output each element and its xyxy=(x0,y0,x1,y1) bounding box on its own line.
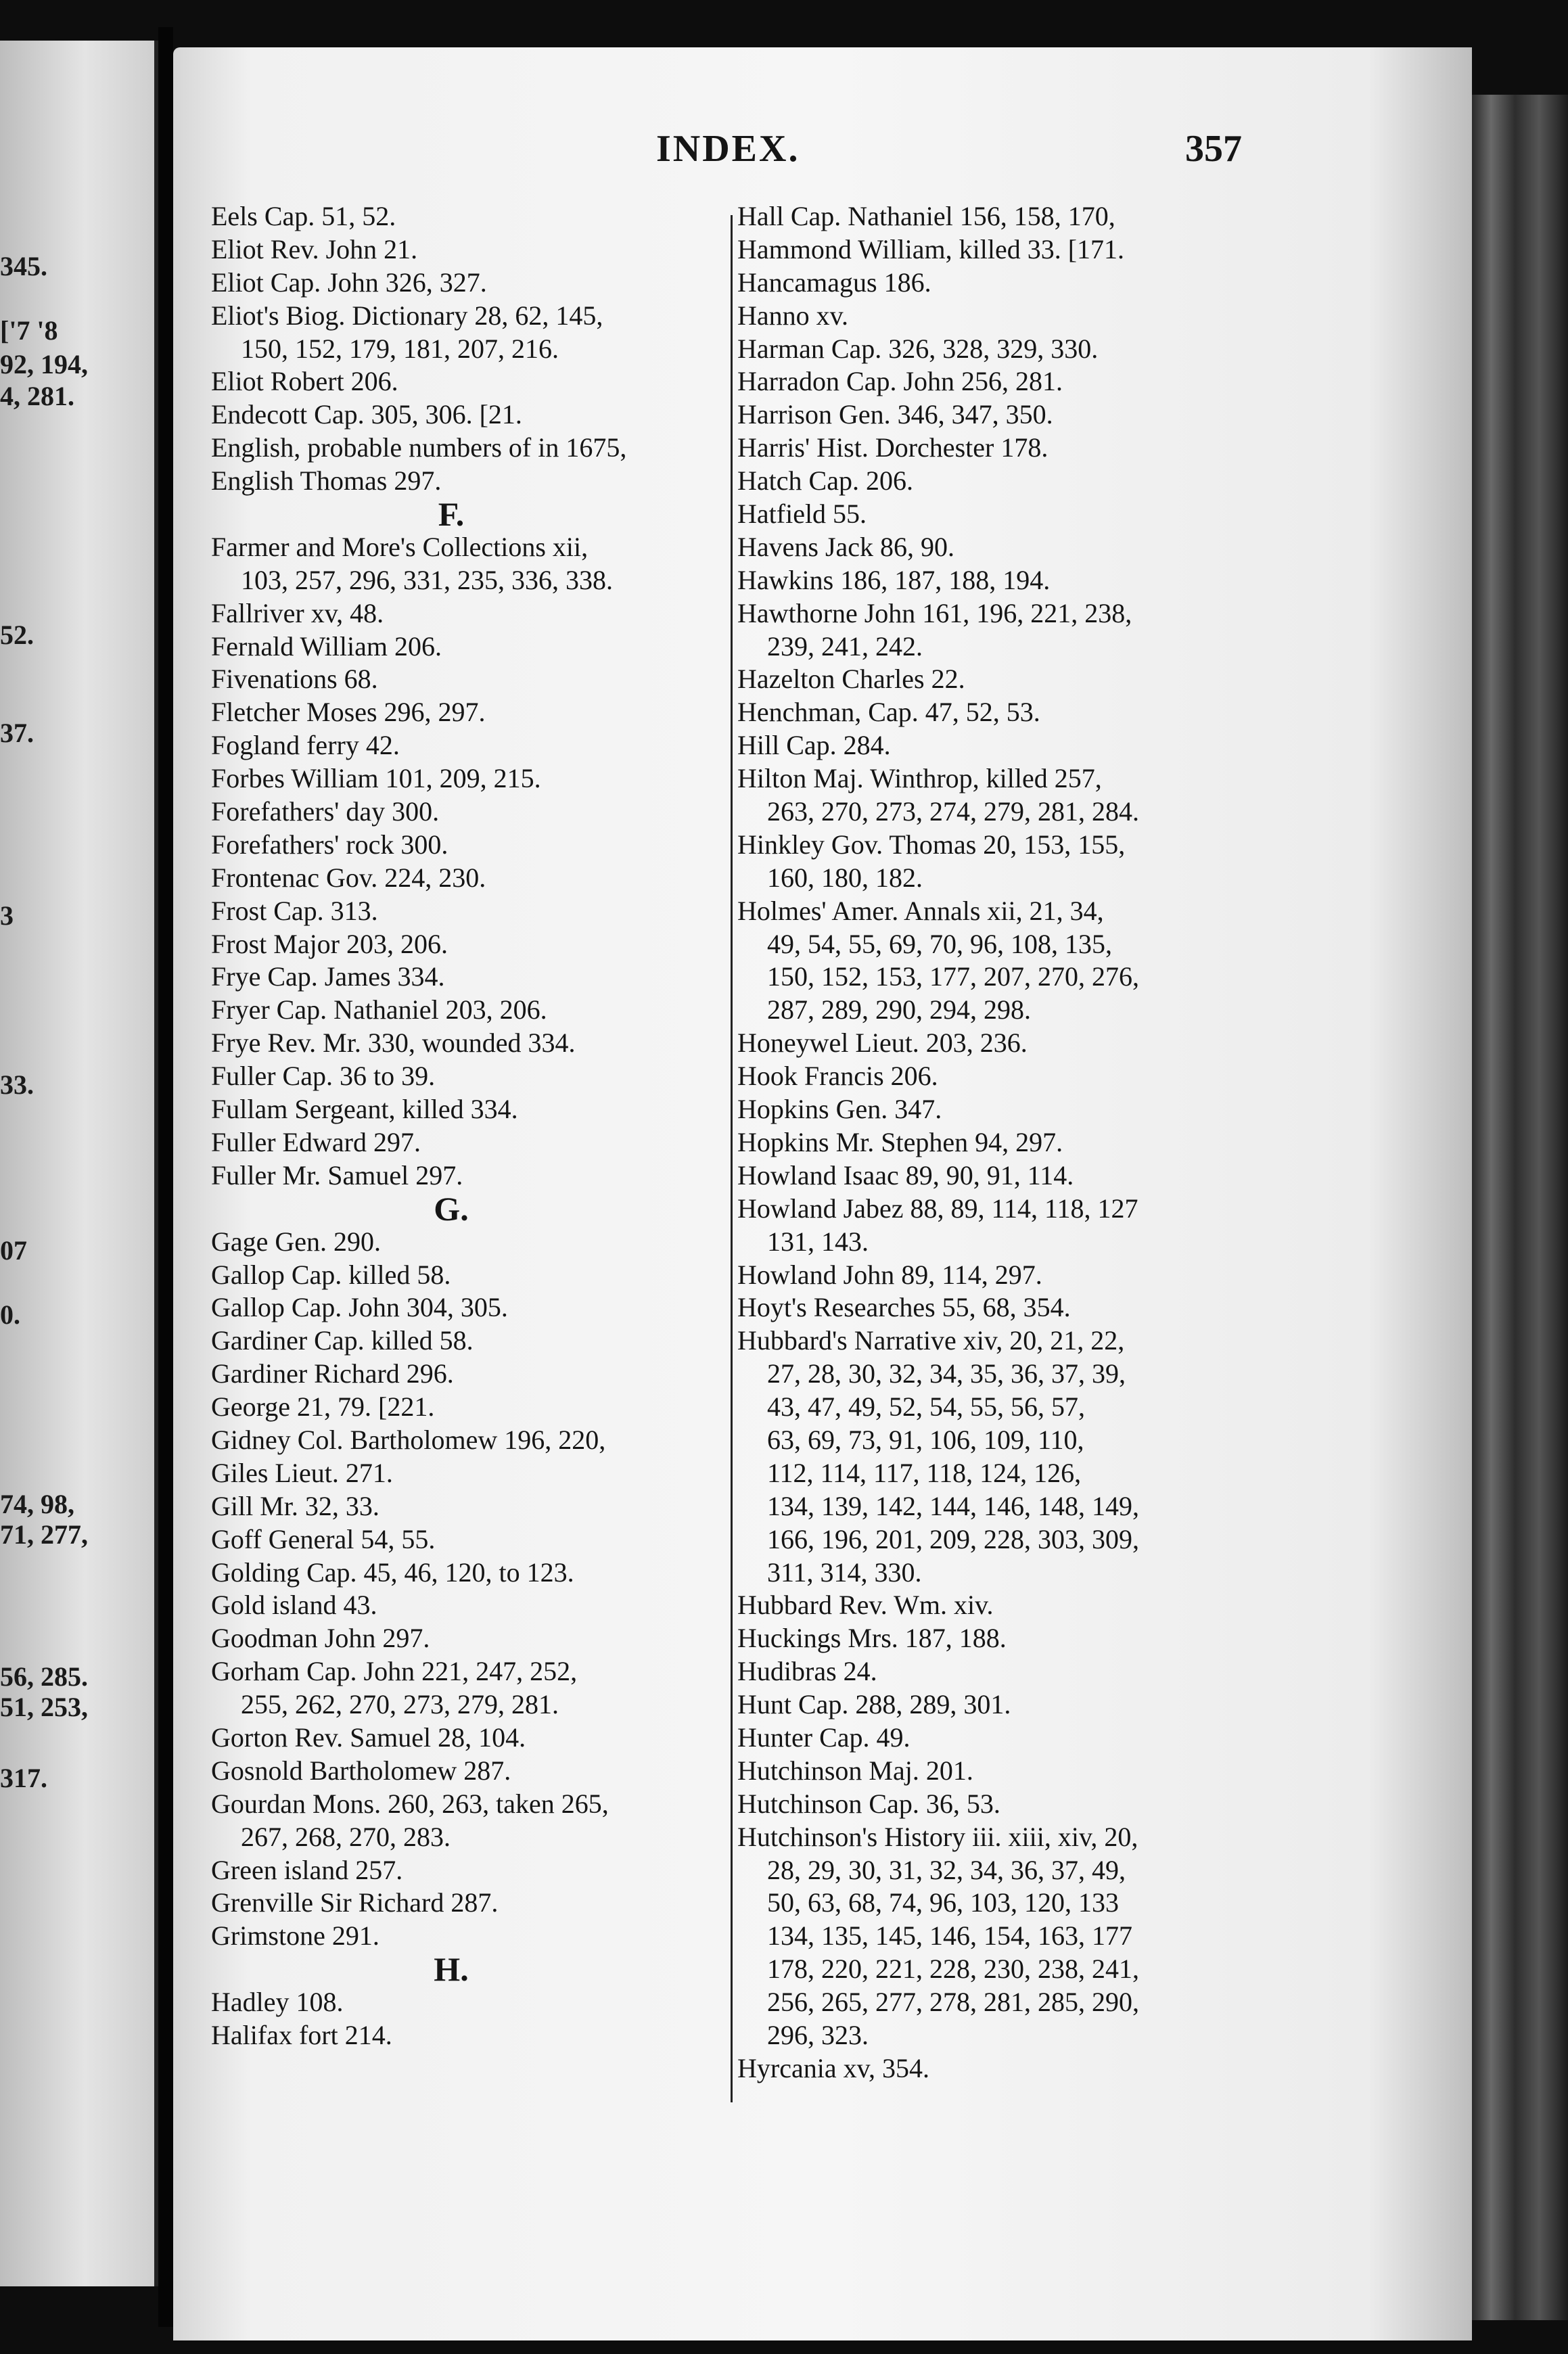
index-entry: English Thomas 297. xyxy=(211,465,442,497)
index-entry: Hadley 108. xyxy=(211,1987,344,2018)
index-entry-continuation: 296, 323. xyxy=(767,2019,869,2050)
left-page-fragment: 74, 98, xyxy=(0,1489,74,1519)
index-entry: Harris' Hist. Dorchester 178. xyxy=(737,432,1048,463)
left-page-fragment: 345. xyxy=(0,251,47,281)
index-entry-continuation: 150, 152, 179, 181, 207, 216. xyxy=(241,333,559,364)
index-entry-continuation: 103, 257, 296, 331, 235, 336, 338. xyxy=(241,564,613,595)
index-entry: Frontenac Gov. 224, 230. xyxy=(211,862,486,893)
left-page-fragment: 3 xyxy=(0,900,14,931)
index-entry: Hutchinson's History iii. xiii, xiv, 20, xyxy=(737,1821,1138,1852)
index-entry: Hook Francis 206. xyxy=(737,1061,938,1092)
index-entry: Forefathers' rock 300. xyxy=(211,829,448,860)
index-entry: Hubbard's Narrative xiv, 20, 21, 22, xyxy=(737,1325,1125,1356)
index-entry-continuation: 178, 220, 221, 228, 230, 238, 241, xyxy=(767,1954,1139,1985)
index-entry: Farmer and More's Collections xii, xyxy=(211,531,589,562)
index-entry: Hunt Cap. 288, 289, 301. xyxy=(737,1689,1011,1720)
left-page-fragment: 33. xyxy=(0,1069,34,1100)
index-entry-continuation: 112, 114, 117, 118, 124, 126, xyxy=(767,1457,1082,1488)
index-entry-continuation: 50, 63, 68, 74, 96, 103, 120, 133 xyxy=(767,1887,1119,1918)
index-entry-continuation: 263, 270, 273, 274, 279, 281, 284. xyxy=(767,796,1139,827)
index-entry: Forbes William 101, 209, 215. xyxy=(211,763,541,794)
index-entry-continuation: 239, 241, 242. xyxy=(767,630,923,662)
index-entry: Hall Cap. Nathaniel 156, 158, 170, xyxy=(737,201,1115,231)
index-entry: Gardiner Cap. killed 58. xyxy=(211,1325,474,1356)
index-entry: Eels Cap. 51, 52. xyxy=(211,201,396,231)
index-entry: Goff General 54, 55. xyxy=(211,1523,436,1554)
index-entry: Hatfield 55. xyxy=(737,499,867,530)
index-entry: Howland Isaac 89, 90, 91, 114. xyxy=(737,1159,1074,1191)
index-entry: Eliot Rev. John 21. xyxy=(211,233,418,264)
index-entry: Frye Cap. James 334. xyxy=(211,961,445,992)
index-entry-continuation: 43, 47, 49, 52, 54, 55, 56, 57, xyxy=(767,1391,1085,1423)
index-entry: Gardiner Richard 296. xyxy=(211,1358,454,1389)
left-page-fragment: 56, 285. xyxy=(0,1661,88,1692)
index-entry: Gill Mr. 32, 33. xyxy=(211,1490,379,1521)
index-entry: Grimstone 291. xyxy=(211,1920,379,1952)
index-entry: Hyrcania xv, 354. xyxy=(737,2052,929,2083)
page-number: 357 xyxy=(1185,128,1242,170)
index-entry: Gallop Cap. killed 58. xyxy=(211,1259,451,1290)
index-entry: Fivenations 68. xyxy=(211,664,378,695)
index-entry-continuation: 134, 135, 145, 146, 154, 163, 177 xyxy=(767,1920,1132,1952)
index-entry: Hutchinson Maj. 201. xyxy=(737,1755,973,1786)
index-entry: Howland John 89, 114, 297. xyxy=(737,1259,1042,1290)
index-column-right xyxy=(737,200,1272,2085)
index-entry: Forefathers' day 300. xyxy=(211,796,440,827)
index-entry: Hinkley Gov. Thomas 20, 153, 155, xyxy=(737,829,1126,860)
index-entry: Havens Jack 86, 90. xyxy=(737,531,955,562)
index-entry: Eliot Robert 206. xyxy=(211,366,398,397)
index-entry: Gold island 43. xyxy=(211,1590,377,1621)
column-divider xyxy=(731,215,733,2102)
index-entry: Eliot Cap. John 326, 327. xyxy=(211,267,487,298)
index-entry: Harrison Gen. 346, 347, 350. xyxy=(737,399,1053,430)
index-entry: Hawkins 186, 187, 188, 194. xyxy=(737,564,1051,595)
index-entry-continuation: 160, 180, 182. xyxy=(767,862,923,893)
index-entry: Gosnold Bartholomew 287. xyxy=(211,1755,511,1786)
left-page-fragment: 51, 253, xyxy=(0,1692,88,1722)
index-entry: Frost Major 203, 206. xyxy=(211,928,448,959)
index-entry: Hilton Maj. Winthrop, killed 257, xyxy=(737,763,1102,794)
index-entry: Fuller Cap. 36 to 39. xyxy=(211,1061,436,1092)
left-page-fragment: 0. xyxy=(0,1299,20,1330)
index-entry: Fuller Mr. Samuel 297. xyxy=(211,1159,463,1191)
index-entry: Giles Lieut. 271. xyxy=(211,1457,393,1488)
left-page-edge xyxy=(0,41,158,2286)
index-entry: Fernald William 206. xyxy=(211,630,442,662)
index-entry: Golding Cap. 45, 46, 120, to 123. xyxy=(211,1556,574,1588)
index-entry: Huckings Mrs. 187, 188. xyxy=(737,1623,1007,1654)
index-entry: Gorton Rev. Samuel 28, 104. xyxy=(211,1722,526,1753)
running-head: INDEX. xyxy=(656,128,800,170)
index-entry-continuation: 27, 28, 30, 32, 34, 35, 36, 37, 39, xyxy=(767,1358,1126,1389)
index-entry-continuation: 28, 29, 30, 31, 32, 34, 36, 37, 49, xyxy=(767,1854,1126,1885)
index-entry-continuation: 63, 69, 73, 91, 106, 109, 110, xyxy=(767,1424,1084,1455)
index-entry: Gallop Cap. John 304, 305. xyxy=(211,1292,508,1323)
index-entry: Hawthorne John 161, 196, 221, 238, xyxy=(737,597,1132,628)
index-entry-continuation: 134, 139, 142, 144, 146, 148, 149, xyxy=(767,1490,1139,1521)
left-page-fragment: 92, 194, xyxy=(0,349,88,379)
index-entry: Hammond William, killed 33. [171. xyxy=(737,233,1125,264)
page-edge-shadow xyxy=(1472,95,1568,2320)
index-entry: Honeywel Lieut. 203, 236. xyxy=(737,1028,1028,1059)
index-entry: Frye Rev. Mr. 330, wounded 334. xyxy=(211,1028,576,1059)
index-entry: Gidney Col. Bartholomew 196, 220, xyxy=(211,1424,606,1455)
section-letter-heading: H. xyxy=(434,1950,469,1989)
index-entry: Fletcher Moses 296, 297. xyxy=(211,697,486,728)
index-entry: Eliot's Biog. Dictionary 28, 62, 145, xyxy=(211,300,603,331)
index-entry: English, probable numbers of in 1675, xyxy=(211,432,627,463)
left-page-fragment: 71, 277, xyxy=(0,1519,88,1550)
index-entry-continuation: 131, 143. xyxy=(767,1226,869,1257)
index-entry-continuation: 287, 289, 290, 294, 298. xyxy=(767,994,1031,1025)
index-entry-continuation: 166, 196, 201, 209, 228, 303, 309, xyxy=(767,1523,1139,1554)
index-entry-continuation: 311, 314, 330. xyxy=(767,1556,922,1588)
index-entry: Hutchinson Cap. 36, 53. xyxy=(737,1788,1000,1819)
index-entry: Hopkins Mr. Stephen 94, 297. xyxy=(737,1126,1063,1157)
index-entry: Fuller Edward 297. xyxy=(211,1126,421,1157)
index-entry: Hatch Cap. 206. xyxy=(737,465,913,497)
index-entry: Holmes' Amer. Annals xii, 21, 34, xyxy=(737,895,1104,926)
index-entry: Frost Cap. 313. xyxy=(211,895,378,926)
index-entry: Hill Cap. 284. xyxy=(737,730,891,761)
index-entry: Goodman John 297. xyxy=(211,1623,430,1654)
index-entry: Grenville Sir Richard 287. xyxy=(211,1887,499,1918)
index-entry: Harman Cap. 326, 328, 329, 330. xyxy=(737,333,1099,364)
index-entry-continuation: 256, 265, 277, 278, 281, 285, 290, xyxy=(767,1987,1139,2018)
index-entry: Hudibras 24. xyxy=(737,1656,877,1687)
index-entry: Hubbard Rev. Wm. xiv. xyxy=(737,1590,994,1621)
index-entry: Howland Jabez 88, 89, 114, 118, 127 xyxy=(737,1193,1138,1224)
index-entry: George 21, 79. [221. xyxy=(211,1391,435,1423)
index-entry: Hunter Cap. 49. xyxy=(737,1722,910,1753)
section-letter-heading: G. xyxy=(434,1189,469,1228)
index-entry: Fallriver xv, 48. xyxy=(211,597,384,628)
index-entry: Endecott Cap. 305, 306. [21. xyxy=(211,399,522,430)
index-entry: Henchman, Cap. 47, 52, 53. xyxy=(737,697,1040,728)
index-entry: Hazelton Charles 22. xyxy=(737,664,965,695)
index-entry: Harradon Cap. John 256, 281. xyxy=(737,366,1063,397)
index-entry: Hoyt's Researches 55, 68, 354. xyxy=(737,1292,1071,1323)
index-column-left xyxy=(211,200,745,2052)
left-page-fragment: 07 xyxy=(0,1235,27,1266)
index-entry: Gorham Cap. John 221, 247, 252, xyxy=(211,1656,578,1687)
index-entry: Hancamagus 186. xyxy=(737,267,931,298)
index-entry: Fogland ferry 42. xyxy=(211,730,400,761)
index-entry: Fullam Sergeant, killed 334. xyxy=(211,1094,518,1125)
index-entry: Green island 257. xyxy=(211,1854,403,1885)
index-entry-continuation: 255, 262, 270, 273, 279, 281. xyxy=(241,1689,559,1720)
left-page-fragment: 52. xyxy=(0,620,34,650)
index-entry: Fryer Cap. Nathaniel 203, 206. xyxy=(211,994,547,1025)
left-page-fragment: 37. xyxy=(0,718,34,748)
index-entry: Halifax fort 214. xyxy=(211,2019,392,2050)
index-entry: Gage Gen. 290. xyxy=(211,1226,382,1257)
section-letter-heading: F. xyxy=(438,495,465,534)
left-page-fragment: ['7 '8 xyxy=(0,315,58,346)
left-page-fragment: 4, 281. xyxy=(0,381,74,411)
index-entry: Gourdan Mons. 260, 263, taken 265, xyxy=(211,1788,609,1819)
index-entry-continuation: 150, 152, 153, 177, 207, 270, 276, xyxy=(767,961,1139,992)
index-entry-continuation: 49, 54, 55, 69, 70, 96, 108, 135, xyxy=(767,928,1112,959)
index-entry: Hopkins Gen. 347. xyxy=(737,1094,942,1125)
book-gutter xyxy=(158,27,173,2327)
left-page-fragment: 317. xyxy=(0,1763,47,1793)
index-entry: Hanno xv. xyxy=(737,300,849,331)
index-entry-continuation: 267, 268, 270, 283. xyxy=(241,1821,451,1852)
